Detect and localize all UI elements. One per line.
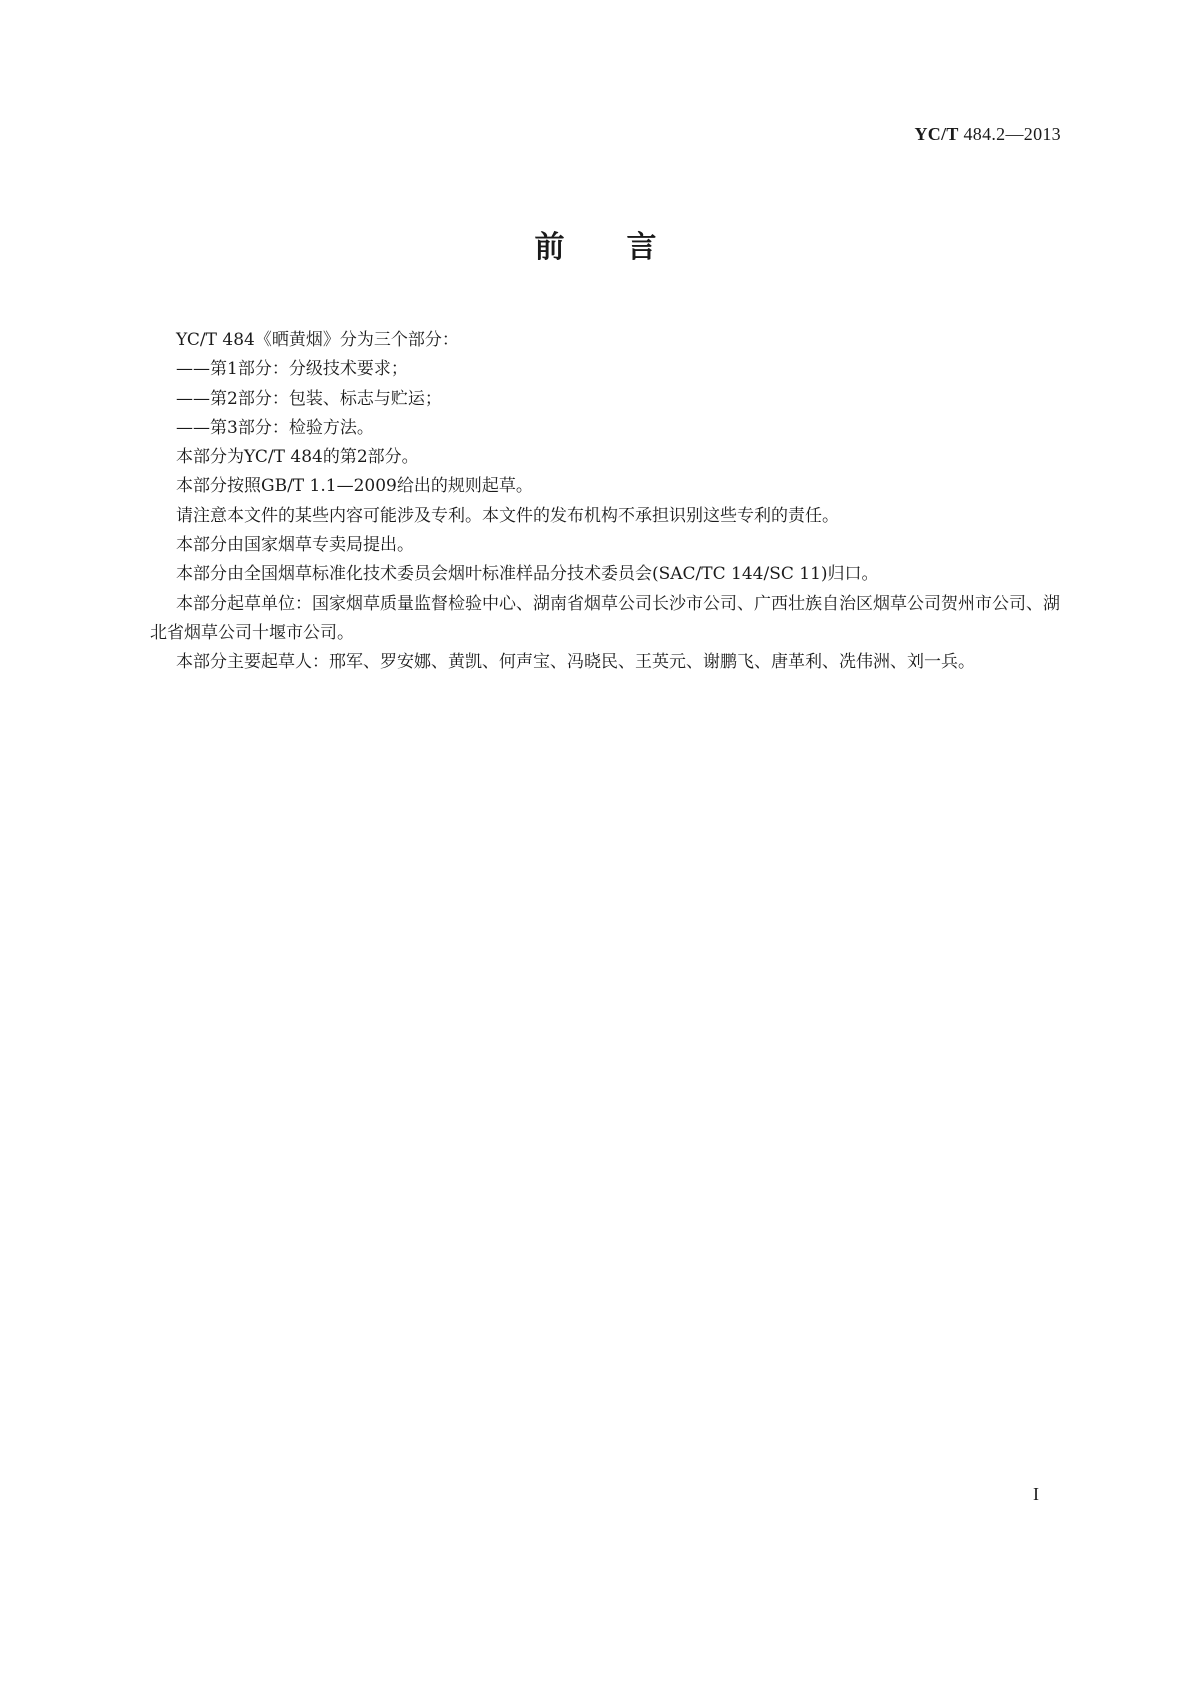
- standard-code: [914, 124, 1061, 145]
- paragraph-scope: 本部分为YC/T 484的第2部分。: [176, 447, 419, 468]
- standard-code-number: 484.2—2013: [958, 124, 1061, 144]
- standard-code-prefix: YC/T: [914, 124, 959, 144]
- page-number: I: [1033, 1484, 1039, 1504]
- paragraph-proposer: 本部分由国家烟草专卖局提出。: [176, 535, 414, 556]
- list-item-part-2: ——第2部分：包装、标志与贮运；: [176, 388, 442, 409]
- paragraph-drafting-units: 本部分起草单位：国家烟草质量监督检验中心、湖南省烟草公司长沙市公司、广西壮族自治区烟草公司贺州市公司、湖北省烟草公司十堰市公司。: [150, 593, 1060, 643]
- paragraph-patent-notice: 请注意本文件的某些内容可能涉及专利。本文件的发布机构不承担识别这些专利的责任。: [176, 505, 839, 526]
- foreword-body: [150, 326, 1060, 678]
- list-item-part-3: ——第3部分：检验方法。: [176, 417, 374, 438]
- paragraph-drafting-rules: 本部分按照GB/T 1.1—2009给出的规则起草。: [176, 476, 533, 497]
- list-item-part-1: ——第1部分：分级技术要求；: [176, 359, 408, 380]
- page-title: 前言: [534, 230, 719, 265]
- paragraph-committee: 本部分由全国烟草标准化技术委员会烟叶标准样品分技术委员会(SAC/TC 144/SC 11)归口。: [176, 564, 879, 585]
- paragraph-intro: YC/T 484《晒黄烟》分为三个部分：: [176, 330, 459, 350]
- paragraph-drafters: 本部分主要起草人：邢军、罗安娜、黄凯、何声宝、冯晓民、王英元、谢鹏飞、唐革利、冼伟洲、刘一兵。: [176, 652, 975, 673]
